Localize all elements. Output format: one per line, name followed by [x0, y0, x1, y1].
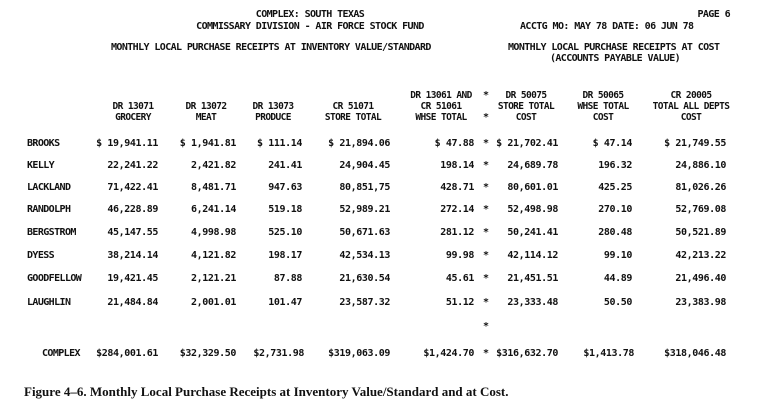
- column-header-total-all-depts-cost: CR 20005 TOTAL ALL DEPTS COST: [652, 90, 730, 123]
- table-cell: 71,422.41: [107, 182, 158, 193]
- row-label: LACKLAND: [27, 182, 71, 193]
- table-cell: 99.10: [603, 250, 632, 261]
- column-header-whse-total-cost: DR 50065 WHSE TOTAL COST: [577, 90, 629, 123]
- table-cell: 50,521.89: [675, 227, 726, 238]
- column-header-produce: DR 13073 PRODUCE: [252, 101, 294, 123]
- row-label: BERGSTROM: [27, 227, 76, 238]
- table-cell: 46,228.89: [107, 204, 158, 215]
- row-label: LAUGHLIN: [27, 297, 71, 308]
- table-cell: 81,026.26: [675, 182, 726, 193]
- table-cell: 51.12: [445, 297, 474, 308]
- total-cell: $284,001.61: [96, 348, 158, 359]
- row-label: KELLY: [27, 160, 55, 171]
- table-cell: 45,147.55: [107, 227, 158, 238]
- table-cell: 947.63: [268, 182, 302, 193]
- table-cell: 52,989.21: [339, 204, 390, 215]
- table-cell: 38,214.14: [107, 250, 158, 261]
- separator-star: *: [483, 348, 490, 359]
- table-cell: 87.88: [273, 273, 302, 284]
- table-cell: $ 21,749.55: [664, 138, 726, 149]
- table-cell: 241.41: [268, 160, 302, 171]
- column-header-grocery: DR 13071 GROCERY: [112, 101, 154, 123]
- table-cell: 270.10: [598, 204, 632, 215]
- table-cell: 52,769.08: [675, 204, 726, 215]
- table-cell: 428.71: [440, 182, 474, 193]
- left-section-title: MONTHLY LOCAL PURCHASE RECEIPTS AT INVENTORY VALUE/STANDARD: [111, 42, 431, 53]
- column-header-meat: DR 13072 MEAT: [185, 101, 227, 123]
- table-cell: 281.12: [440, 227, 474, 238]
- row-label: GOODFELLOW: [27, 273, 82, 284]
- total-row-label: COMPLEX: [42, 348, 80, 359]
- table-cell: 2,421.82: [191, 160, 236, 171]
- column-header-store-total-cost: DR 50075 STORE TOTAL COST: [497, 90, 555, 123]
- table-cell: $ 1,941.81: [179, 138, 236, 149]
- table-cell: 50,241.41: [507, 227, 558, 238]
- row-label: RANDOLPH: [27, 204, 71, 215]
- right-section-subtitle: (ACCOUNTS PAYABLE VALUE): [549, 53, 681, 64]
- right-section-title: MONTHLY LOCAL PURCHASE RECEIPTS AT COST: [508, 42, 720, 53]
- table-cell: $ 19,941.11: [96, 138, 158, 149]
- total-cell: $1,424.70: [423, 348, 474, 359]
- total-cell: $318,046.48: [664, 348, 726, 359]
- table-cell: 23,333.48: [507, 297, 558, 308]
- page-number: PAGE 6: [697, 9, 730, 20]
- table-cell: 24,689.78: [507, 160, 558, 171]
- table-cell: 6,241.14: [191, 204, 236, 215]
- table-cell: 42,213.22: [675, 250, 726, 261]
- table-cell: 50.50: [603, 297, 632, 308]
- separator-star: *: [483, 297, 490, 308]
- table-cell: 280.48: [598, 227, 632, 238]
- table-cell: 21,630.54: [339, 273, 390, 284]
- table-cell: 21,484.84: [107, 297, 158, 308]
- table-cell: 23,587.32: [339, 297, 390, 308]
- table-cell: 23,383.98: [675, 297, 726, 308]
- table-cell: 50,671.63: [339, 227, 390, 238]
- table-cell: 80,601.01: [507, 182, 558, 193]
- accounting-month-date: ACCTG MO: MAY 78 DATE: 06 JUN 78: [520, 21, 694, 32]
- separator-star: *: [483, 182, 490, 193]
- column-header-store-total: CR 51071 STORE TOTAL: [324, 101, 382, 123]
- table-cell: 44.89: [603, 273, 632, 284]
- table-cell: 24,904.45: [339, 160, 390, 171]
- table-cell: 198.17: [268, 250, 302, 261]
- table-cell: 425.25: [598, 182, 632, 193]
- table-cell: 4,121.82: [191, 250, 236, 261]
- figure-caption: Figure 4–6. Monthly Local Purchase Receipts at Inventory Value/Standard and at Cost.: [24, 384, 509, 399]
- table-cell: 42,114.12: [507, 250, 558, 261]
- table-cell: $ 47.88: [434, 138, 474, 149]
- table-cell: 101.47: [268, 297, 302, 308]
- table-cell: 2,121.21: [191, 273, 236, 284]
- separator-star: *: [483, 273, 490, 284]
- separator-star: *: [483, 321, 490, 332]
- table-cell: 198.14: [440, 160, 474, 171]
- separator-star: *: [483, 112, 490, 123]
- table-cell: 52,498.98: [507, 204, 558, 215]
- total-cell: $32,329.50: [179, 348, 236, 359]
- table-cell: 19,421.45: [107, 273, 158, 284]
- table-cell: 21,496.40: [675, 273, 726, 284]
- table-cell: 21,451.51: [507, 273, 558, 284]
- separator-star: *: [483, 138, 490, 149]
- total-cell: $319,063.09: [328, 348, 390, 359]
- table-cell: $ 21,702.41: [496, 138, 558, 149]
- table-cell: 525.10: [268, 227, 302, 238]
- table-cell: $ 111.14: [257, 138, 302, 149]
- separator-star: *: [483, 227, 490, 238]
- table-cell: 4,998.98: [191, 227, 236, 238]
- table-cell: 2,001.01: [191, 297, 236, 308]
- table-cell: 196.32: [598, 160, 632, 171]
- table-cell: 42,534.13: [339, 250, 390, 261]
- total-cell: $316,632.70: [496, 348, 558, 359]
- separator-star: *: [483, 160, 490, 171]
- total-cell: $1,413.78: [583, 348, 634, 359]
- column-header-whse-total: DR 13061 AND CR 51061 WHSE TOTAL: [410, 90, 472, 123]
- table-cell: $ 47.14: [592, 138, 632, 149]
- table-cell: 272.14: [440, 204, 474, 215]
- table-cell: 22,241.22: [107, 160, 158, 171]
- table-cell: 45.61: [445, 273, 474, 284]
- table-cell: 8,481.71: [191, 182, 236, 193]
- separator-star: *: [483, 250, 490, 261]
- table-cell: 519.18: [268, 204, 302, 215]
- separator-star: *: [483, 90, 490, 101]
- table-cell: 80,851,75: [339, 182, 390, 193]
- table-cell: $ 21,894.06: [328, 138, 390, 149]
- row-label: BROOKS: [27, 138, 60, 149]
- table-cell: 24,886.10: [675, 160, 726, 171]
- separator-star: *: [483, 204, 490, 215]
- complex-header: COMPLEX: SOUTH TEXAS: [255, 9, 365, 20]
- total-cell: $2,731.98: [253, 348, 304, 359]
- table-cell: 99.98: [445, 250, 474, 261]
- division-header: COMMISSARY DIVISION - AIR FORCE STOCK FUND: [196, 21, 424, 32]
- row-label: DYESS: [27, 250, 55, 261]
